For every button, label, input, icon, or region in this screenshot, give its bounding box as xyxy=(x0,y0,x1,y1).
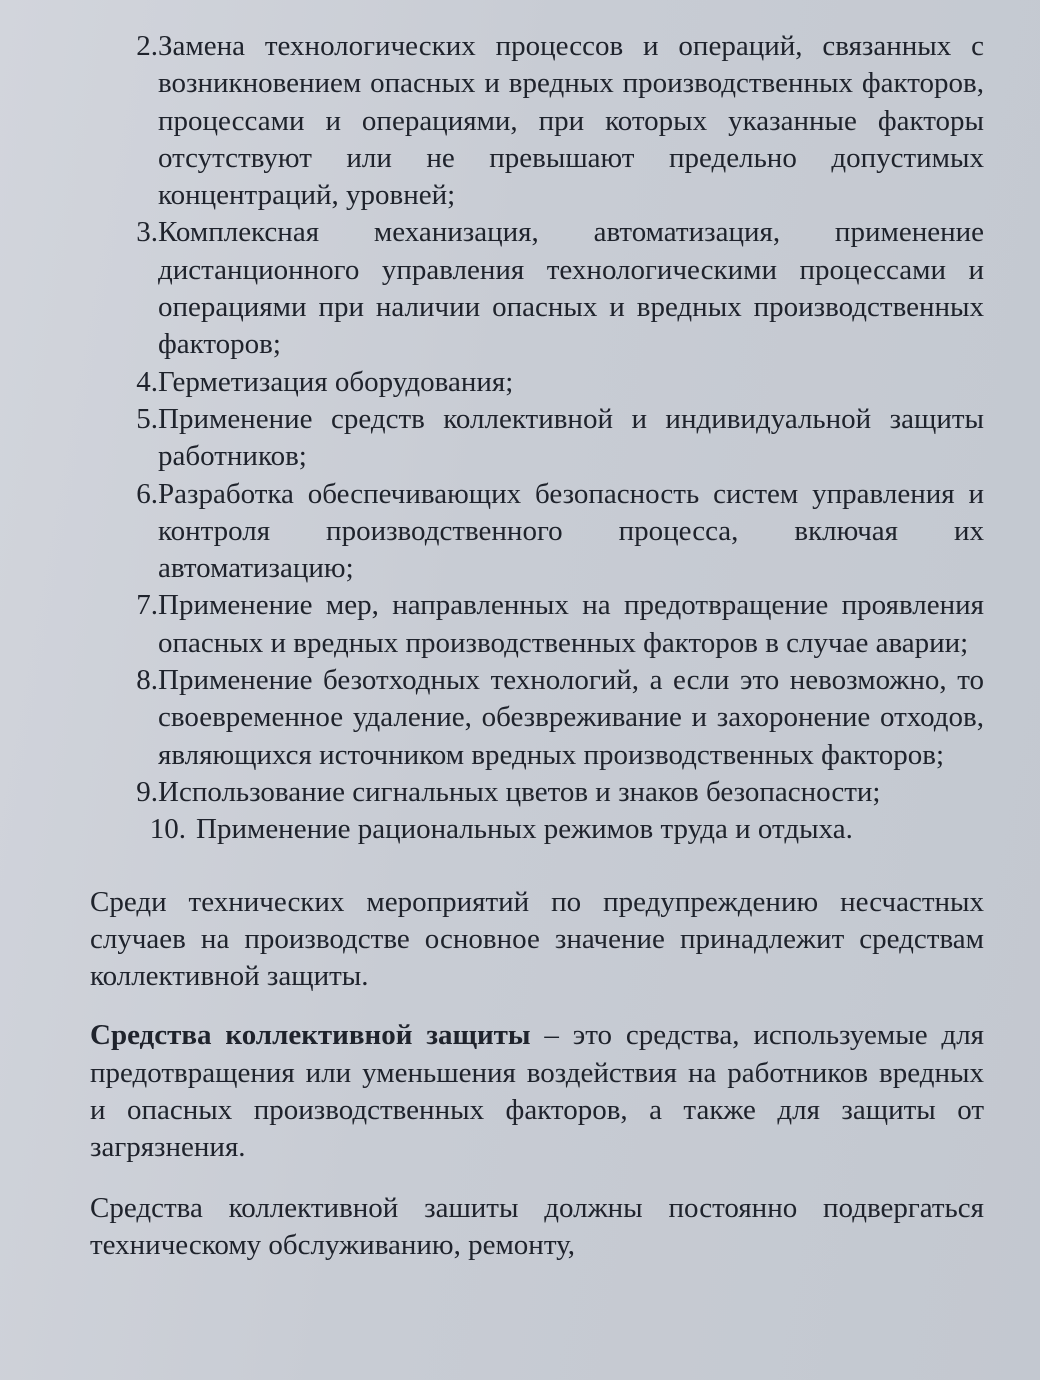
list-item-number: 5. xyxy=(136,402,158,435)
list-item-number: 3. xyxy=(136,216,158,249)
list-item xyxy=(90,662,984,774)
defined-term: Средства коллективной защиты xyxy=(90,1019,531,1052)
list-item xyxy=(90,401,984,476)
list-item-number: 9. xyxy=(136,775,158,808)
list-item-number: 8. xyxy=(136,664,158,697)
list-item xyxy=(90,28,984,214)
list-item xyxy=(90,214,984,363)
list-item xyxy=(90,476,984,588)
list-item xyxy=(90,774,984,811)
list-item-number: 2. xyxy=(136,30,158,62)
list-item xyxy=(90,811,984,848)
paragraph-maintenance: Средства коллективной зашиты должны постоянно подвергаться техническому обслуживанию, ремонту, xyxy=(90,1191,984,1261)
list-item-number: 10. xyxy=(149,813,186,846)
list-item xyxy=(90,587,984,662)
paragraph-definition xyxy=(90,1017,984,1166)
paragraph-technical-measures: Среди технических мероприятий по предупреждению несчастных случаев на производстве основное значение принадлежит средствам коллективной защиты. xyxy=(90,885,984,993)
list-item-text: Герметизация оборудования; xyxy=(158,365,514,398)
list-item-number: 6. xyxy=(136,477,158,510)
list-item xyxy=(90,364,984,401)
list-item-text: Разработка обеспечивающих безопасность систем управления и контроля производственного процесса, включая их автоматизацию; xyxy=(158,477,984,585)
list-item-text: Использование сигнальных цветов и знаков безопасности; xyxy=(158,775,881,808)
list-item-number: 4. xyxy=(136,365,158,398)
list-item-text: Применение безотходных технологий, а если это невозможно, то своевременное удаление, обезвреживание и захоронение отходов, являющихся источником вредных производственных факторов; xyxy=(158,664,984,771)
list-item-text: Применение средств коллективной и индивидуальной защиты работников; xyxy=(158,402,984,473)
list-item-number: 7. xyxy=(136,589,158,622)
definition-text: – это средства, используемые для предотвращения или уменьшения воздействия на работников вредных и опасных производственных факторов, а также для защиты от загрязнения. xyxy=(90,1019,985,1164)
measures-list xyxy=(90,28,984,849)
list-item-text: Применение мер, направленных на предотвращение проявления опасных и вредных производственных факторов в случае аварии; xyxy=(158,589,984,659)
list-item-text: Применение рациональных режимов труда и отдыха. xyxy=(196,813,853,846)
list-item-text: Замена технологических процессов и операций, связанных с возникновением опасных и вредных производственных факторов, процессами и операциями, при которых указанные факторы отсутствуют или не превышают предельно допустимых концентраций, уровней; xyxy=(158,30,984,212)
list-item-text: Комплексная механизация, автоматизация, применение дистанционного управления технологическими процессами и операциями при наличии опасных и вредных производственных факторов; xyxy=(158,216,984,361)
